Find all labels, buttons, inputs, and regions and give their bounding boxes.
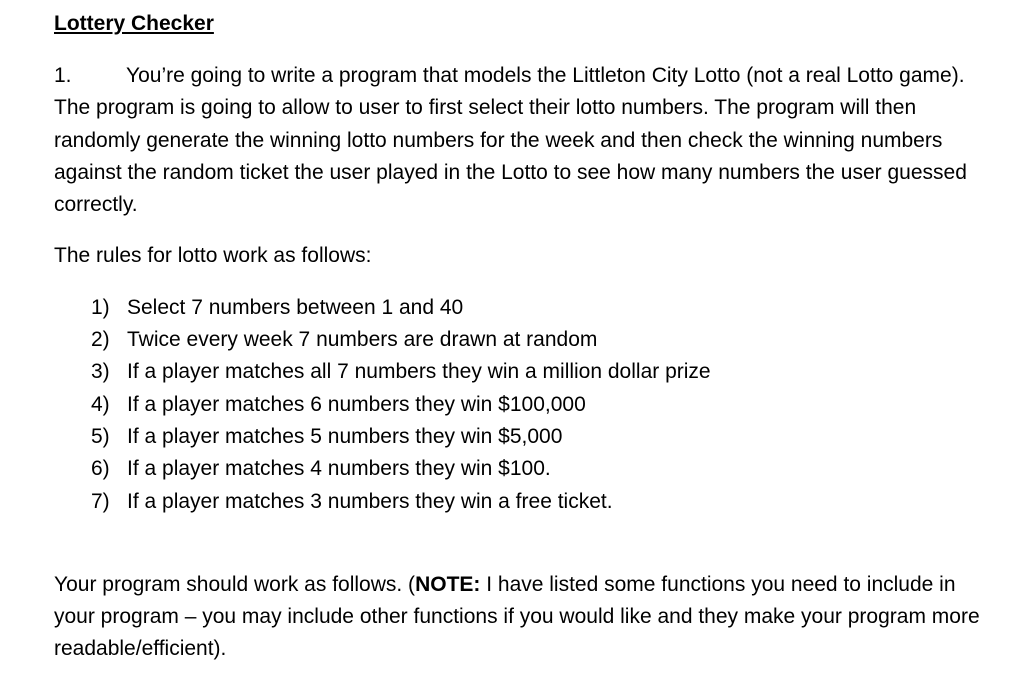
- rules-list: [54, 292, 984, 518]
- final-lead: Your program should work as follows. (: [54, 572, 416, 596]
- rule-number: 7): [91, 489, 110, 513]
- document-page: [54, 8, 984, 666]
- rule-item: [91, 453, 984, 485]
- rule-number: 2): [91, 328, 110, 352]
- note-label: NOTE:: [415, 572, 481, 596]
- final-paragraph: [54, 569, 984, 666]
- rule-item: [91, 421, 984, 453]
- rule-text: If a player matches 4 numbers they win $100.: [127, 457, 551, 481]
- question-number: 1.: [54, 64, 72, 87]
- intro-paragraph: [54, 60, 984, 221]
- rule-number: 4): [91, 392, 110, 416]
- rule-text: Twice every week 7 numbers are drawn at random: [127, 328, 598, 352]
- rule-item: [91, 356, 984, 388]
- rule-number: 6): [91, 457, 110, 481]
- document-title: Lottery Checker: [54, 12, 214, 35]
- rule-text: If a player matches 3 numbers they win a free ticket.: [127, 489, 613, 513]
- rule-item: [91, 389, 984, 421]
- intro-text: You’re going to write a program that models the Littleton City Lotto (not a real Lotto game). The program is going to allow to user to first select their lotto numbers. The program will then randomly generate the winning lotto numbers for the week and then check the winning numbers against the random ticket the user played in the Lotto to see how many numbers the user guessed correctly.: [54, 64, 967, 217]
- rule-text: Select 7 numbers between 1 and 40: [127, 295, 464, 319]
- rules-intro: The rules for lotto work as follows:: [54, 244, 372, 268]
- rule-item: [91, 292, 984, 324]
- note-text: I have listed some functions you need to include in your program – you may include other functions if you would like and they make your program more readable/efficient).: [54, 572, 980, 661]
- rule-item: [91, 486, 984, 518]
- rule-item: [91, 324, 984, 356]
- rule-text: If a player matches 5 numbers they win $5,000: [127, 424, 563, 448]
- rule-number: 3): [91, 360, 110, 384]
- rule-number: 5): [91, 424, 110, 448]
- rule-text: If a player matches 6 numbers they win $100,000: [127, 392, 586, 416]
- rule-text: If a player matches all 7 numbers they win a million dollar prize: [127, 360, 711, 384]
- rule-number: 1): [91, 295, 110, 319]
